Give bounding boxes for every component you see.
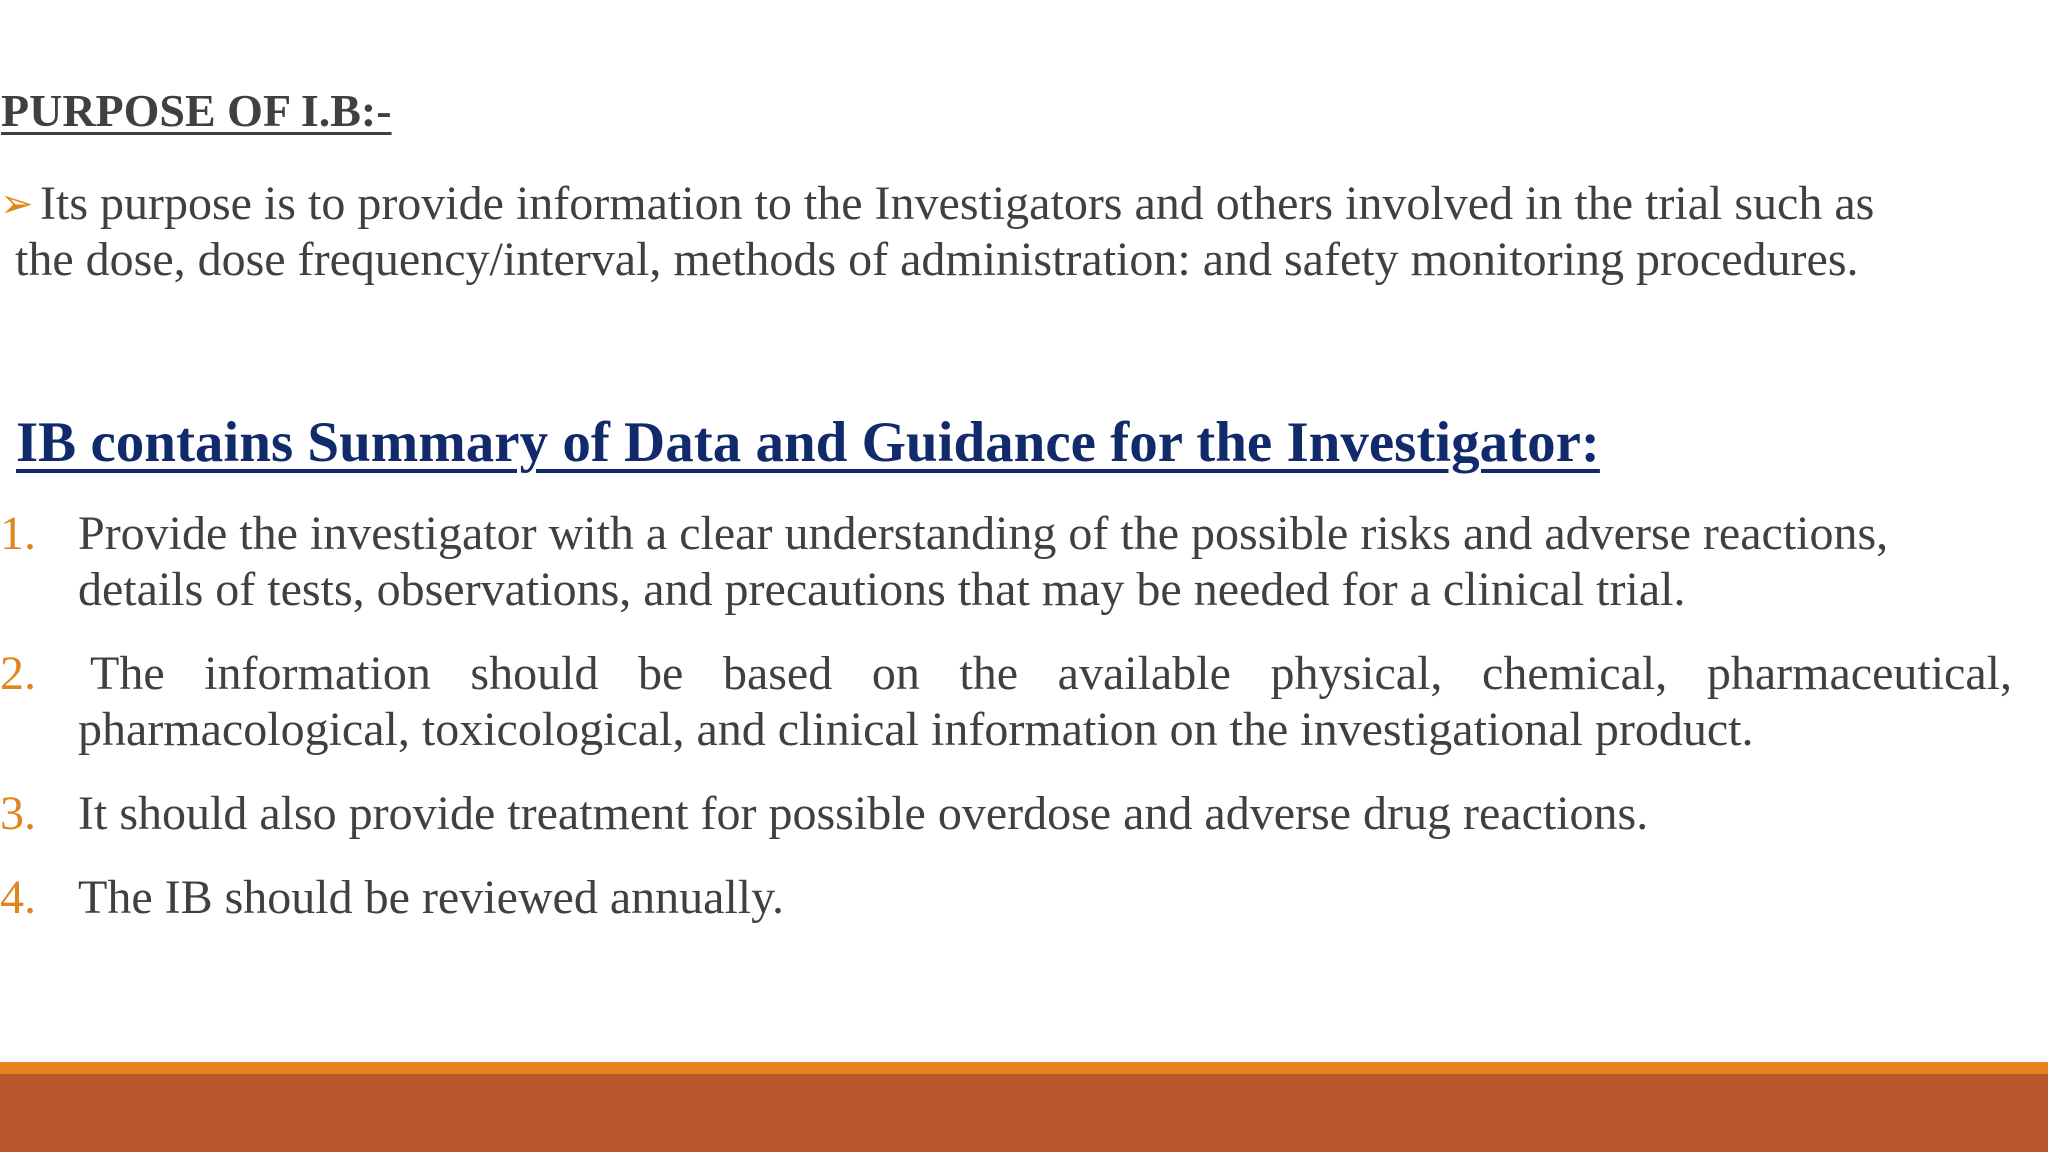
footer-accent-stripe: [0, 1062, 2048, 1074]
footer-bar: [0, 1074, 2048, 1152]
list-item-line: pharmacological, toxicological, and clinical information on the investigational product.: [78, 703, 1754, 756]
list-number: 2.: [0, 647, 36, 700]
list-number: 1.: [0, 507, 36, 560]
list-item: [0, 506, 2012, 618]
purpose-line-2: the dose, dose frequency/interval, methods of administration: and safety monitoring procedures.: [15, 233, 1859, 286]
guidance-list: [0, 506, 2012, 954]
section-heading: IB contains Summary of Data and Guidance for the Investigator:: [16, 411, 1600, 474]
list-item: [0, 786, 2012, 842]
list-item-line: details of tests, observations, and precautions that may be needed for a clinical trial.: [78, 563, 1686, 616]
list-number: 3.: [0, 787, 36, 840]
list-item-line: Provide the investigator with a clear understanding of the possible risks and adverse reactions,: [78, 507, 1889, 560]
list-item: [0, 646, 2012, 758]
list-item-text: [78, 506, 2012, 618]
list-number: 4.: [0, 871, 36, 924]
list-item-text: [78, 646, 2012, 758]
purpose-line-1: [0, 176, 2012, 232]
arrow-bullet-icon: ➢: [0, 181, 34, 227]
list-item: [0, 870, 2012, 926]
purpose-text-1: Its purpose is to provide information to the Investigators and others involved in the trial such as: [40, 177, 1875, 230]
purpose-paragraph: [0, 176, 2012, 288]
list-item-text: The IB should be reviewed annually.: [78, 871, 785, 924]
list-item-text: It should also provide treatment for possible overdose and adverse drug reactions.: [78, 787, 1649, 840]
list-item-line: The information should be based on the available physical, chemical, pharmaceutical,: [90, 647, 2012, 700]
purpose-heading: PURPOSE OF I.B:-: [1, 85, 392, 136]
